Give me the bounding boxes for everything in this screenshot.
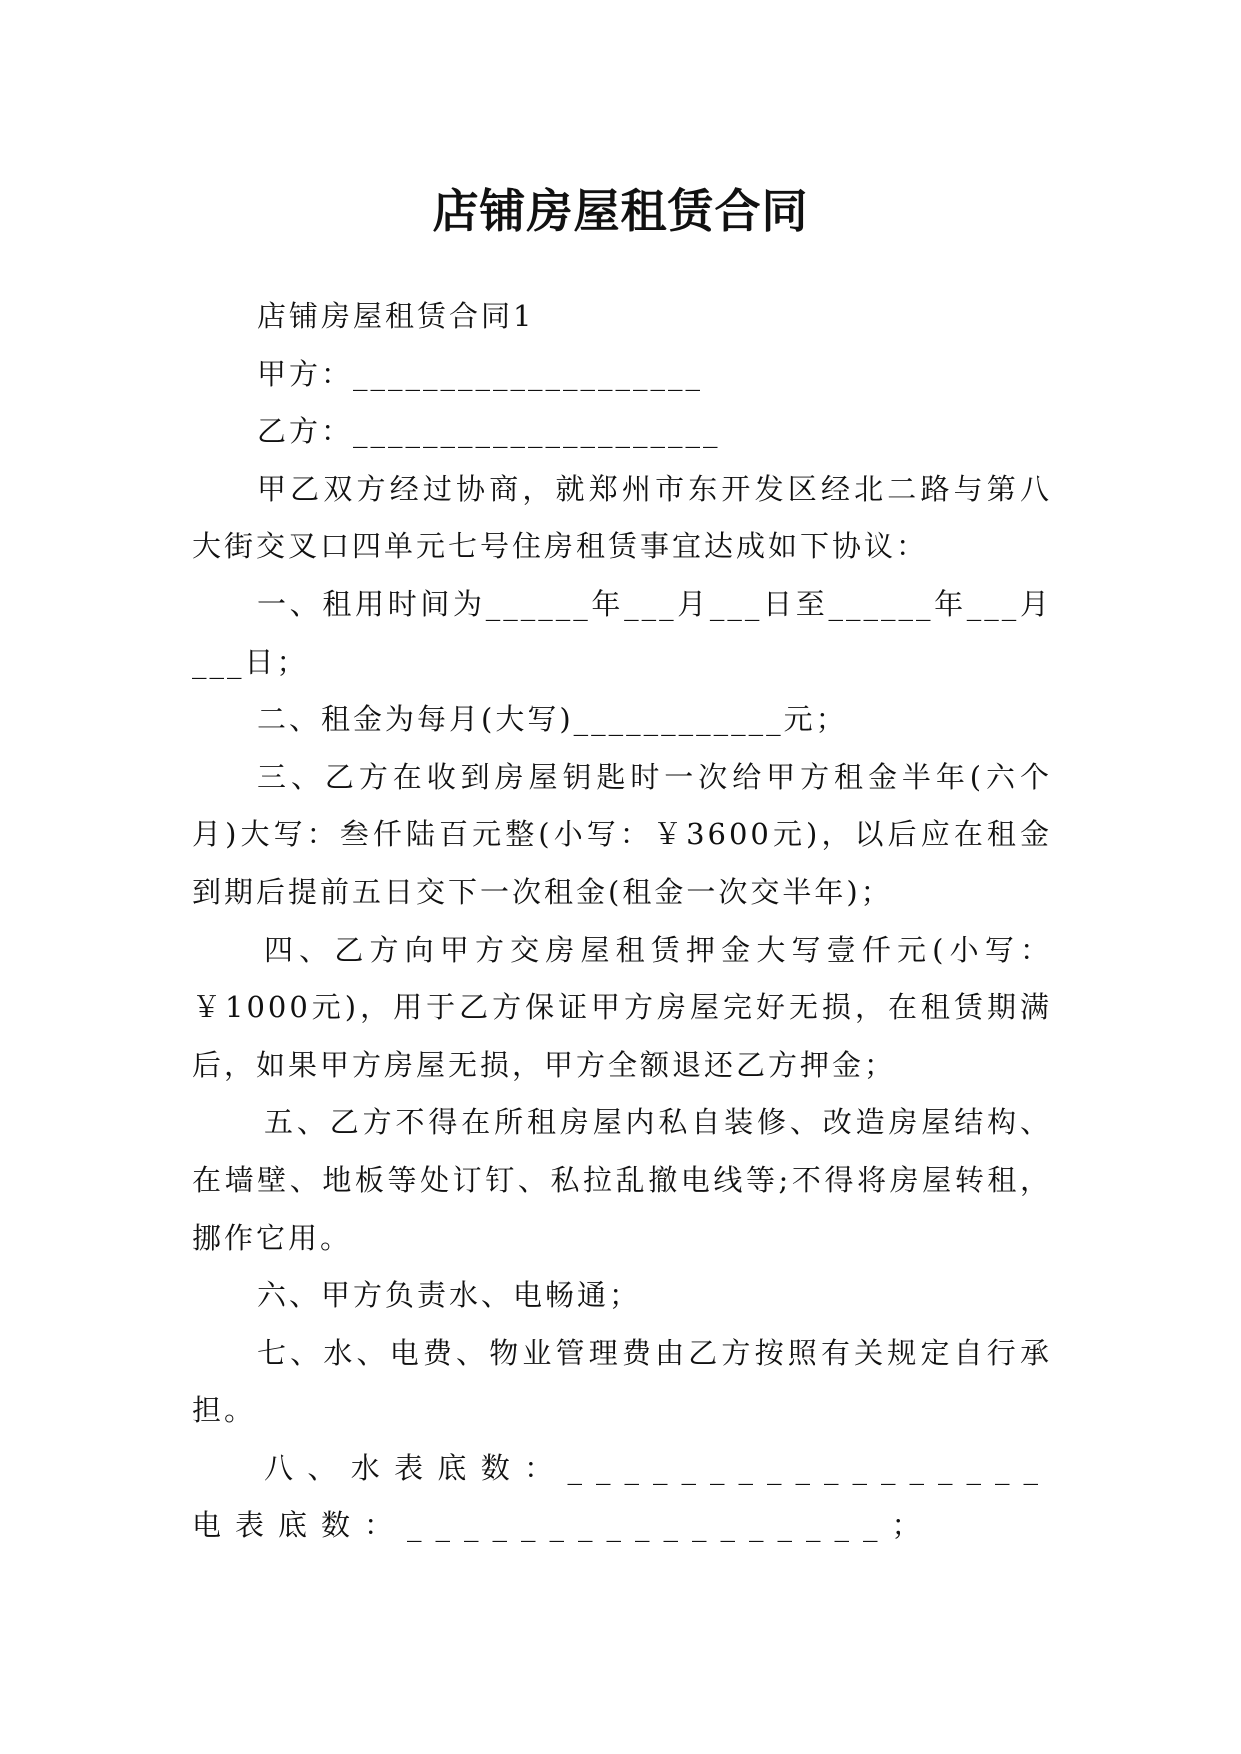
paragraph-clause-4: 四、乙方向甲方交房屋租赁押金大写壹仟元(小写：￥1000元)，用于乙方保证甲方房屋完好无损，在租赁期满后，如果甲方房屋无损，甲方全额退还乙方押金；: [192, 932, 1052, 1082]
document-body: [192, 288, 1052, 1555]
paragraph-clause-7: 七、水、电费、物业管理费由乙方按照有关规定自行承担。: [192, 1335, 1052, 1428]
paragraph-clause-1: 一、租用时间为______年___月___日至______年___月___日；: [192, 586, 1052, 679]
paragraph-intro: 甲乙双方经过协商，就郑州市东开发区经北二路与第八大街交叉口四单元七号住房租赁事宜达成如下协议：: [192, 471, 1052, 564]
paragraph-clause-6: 六、甲方负责水、电畅通；: [257, 1278, 642, 1313]
paragraph-clause-8: 八、水表底数：_________________电表底数：_________________；: [192, 1450, 1052, 1543]
paragraph-clause-5: 五、乙方不得在所租房屋内私自装修、改造房屋结构、在墙壁、地板等处订钉、私拉乱撤电线等;不得将房屋转租，挪作它用。: [192, 1105, 1052, 1255]
paragraph-clause-2: 二、租金为每月(大写)____________元；: [257, 702, 848, 737]
paragraph-party-a: 甲方：____________________: [257, 356, 704, 391]
paragraph-clause-3: 三、乙方在收到房屋钥匙时一次给甲方租金半年(六个月)大写：叁仟陆百元整(小写：￥3600元)，以后应在租金到期后提前五日交下一次租金(租金一次交半年)；: [192, 759, 1052, 909]
paragraph-subtitle: 店铺房屋租赁合同1: [257, 299, 535, 333]
paragraph-party-b: 乙方：_____________________: [257, 414, 721, 449]
document-title: 店铺房屋租赁合同: [432, 183, 809, 238]
